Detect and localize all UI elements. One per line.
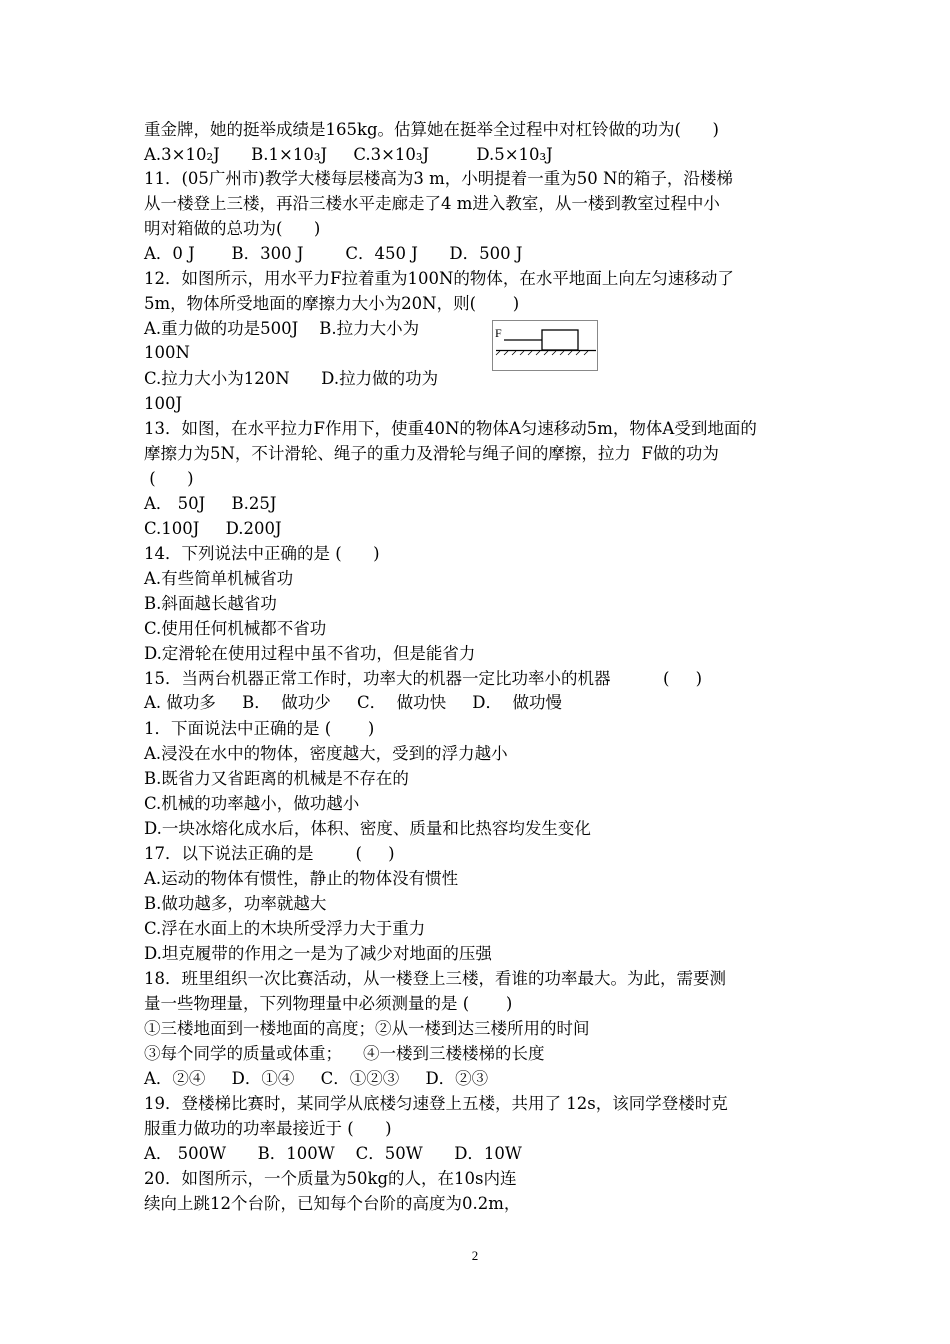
- text-line: 13．如图，在水平拉力F作用下，使重40N的物体A匀速移动5m，物体A受到地面的: [144, 419, 757, 438]
- text-line: B.斜面越长越省功: [144, 594, 277, 613]
- text-line: D.坦克履带的作用之一是为了减少对地面的压强: [144, 944, 492, 963]
- text-line: 100J: [144, 394, 183, 413]
- text-line: 1．下面说法中正确的是 ( ): [144, 719, 375, 738]
- text-line: D.定滑轮在使用过程中虽不省功，但是能省力: [144, 644, 476, 663]
- text-line: A． 50J B.25J: [144, 494, 277, 513]
- text-line: 摩擦力为5N，不计滑轮、绳子的重力及滑轮与绳子间的摩擦，拉力 F做的功为: [144, 444, 719, 463]
- text-line: C.100J D.200J: [144, 519, 282, 538]
- ground-hatching: [496, 351, 588, 355]
- text-line: 服重力做功的功率最接近于 ( ): [144, 1119, 392, 1138]
- text-line: C.浮在水面上的木块所受浮力大于重力: [144, 919, 426, 938]
- text-line: 14．下列说法中正确的是 ( ): [144, 544, 380, 563]
- text-line: A. 做功多 B． 做功少 C． 做功快 D． 做功慢: [144, 693, 563, 712]
- text-line: A.浸没在水中的物体，密度越大，受到的浮力越小: [144, 744, 508, 763]
- text-line: A.运动的物体有惯性，静止的物体没有惯性: [144, 869, 459, 888]
- page-number: 2: [471, 1248, 479, 1263]
- text-line: ③每个同学的质量或体重； ④一楼到三楼楼梯的长度: [144, 1044, 545, 1063]
- text-line: A．②④ D．①④ C．①②③ D．②③: [144, 1069, 489, 1088]
- text-line: ①三楼地面到一楼地面的高度；②从一楼到达三楼所用的时间: [144, 1019, 590, 1038]
- block-object: [542, 330, 578, 350]
- text-line: 17．以下说法正确的是 ( ): [144, 844, 395, 863]
- text-line: 明对箱做的总功为( ): [144, 219, 321, 238]
- text-line: 15．当两台机器正常工作时，功率大的机器一定比功率小的机器 ( ): [144, 669, 703, 688]
- text-line: A． 500W B．100W C．50W D．10W: [144, 1144, 522, 1163]
- text-line: 从一楼登上三楼，再沿三楼水平走廊走了4 m进入教室，从一楼到教室过程中小: [144, 194, 720, 213]
- text-line: ( ): [144, 469, 194, 488]
- text-line: A.有些简单机械省功: [144, 569, 294, 588]
- text-line: 19．登楼梯比赛时，某同学从底楼匀速登上五楼，共用了 12s，该同学登楼时克: [144, 1094, 728, 1113]
- text-line: A．0 J B．300 J C．450 J D．500 J: [144, 244, 523, 263]
- text-line: 100N: [144, 343, 190, 362]
- text-line: C.拉力大小为120N D.拉力做的功为: [144, 369, 439, 388]
- text-line: 18．班里组织一次比赛活动，从一楼登上三楼，看谁的功率最大。为此，需要测: [144, 969, 726, 988]
- figure-border: [493, 321, 598, 371]
- text-line: 续向上跳12个台阶，已知每个台阶的高度为0.2m，: [144, 1194, 521, 1213]
- text-line: C.使用任何机械都不省功: [144, 619, 327, 638]
- text-line: 12．如图所示，用水平力F拉着重为100N的物体，在水平地面上向左匀速移动了: [144, 269, 734, 288]
- text-line: 量一些物理量，下列物理量中必须测量的是 ( ): [144, 994, 513, 1013]
- text-line: 重金牌，她的挺举成绩是165kg。估算她在挺举全过程中对杠铃做的功为( ): [144, 120, 719, 139]
- text-line: 20．如图所示，一个质量为50kg的人，在10s内连: [144, 1169, 517, 1188]
- force-diagram-figure: [492, 320, 598, 371]
- force-label: F: [495, 326, 502, 340]
- text-line: 11．(05广州市)教学大楼每层楼高为3 m，小明提着一重为50 N的箱子，沿楼梯: [144, 169, 733, 188]
- text-line: B.既省力又省距离的机械是不存在的: [144, 769, 409, 788]
- text-line: B.做功越多，功率就越大: [144, 894, 327, 913]
- text-line: A.3×10₂J B.1×10₃J C.3×10₃J D.5×10₃J: [144, 145, 553, 164]
- text-line: D.一块冰熔化成水后，体积、密度、质量和比热容均发生变化: [144, 819, 591, 838]
- text-line: 5m，物体所受地面的摩擦力大小为20N，则( ): [144, 294, 520, 313]
- text-line: A.重力做的功是500J B.拉力大小为: [144, 319, 420, 338]
- text-line: C.机械的功率越小，做功越小: [144, 794, 360, 813]
